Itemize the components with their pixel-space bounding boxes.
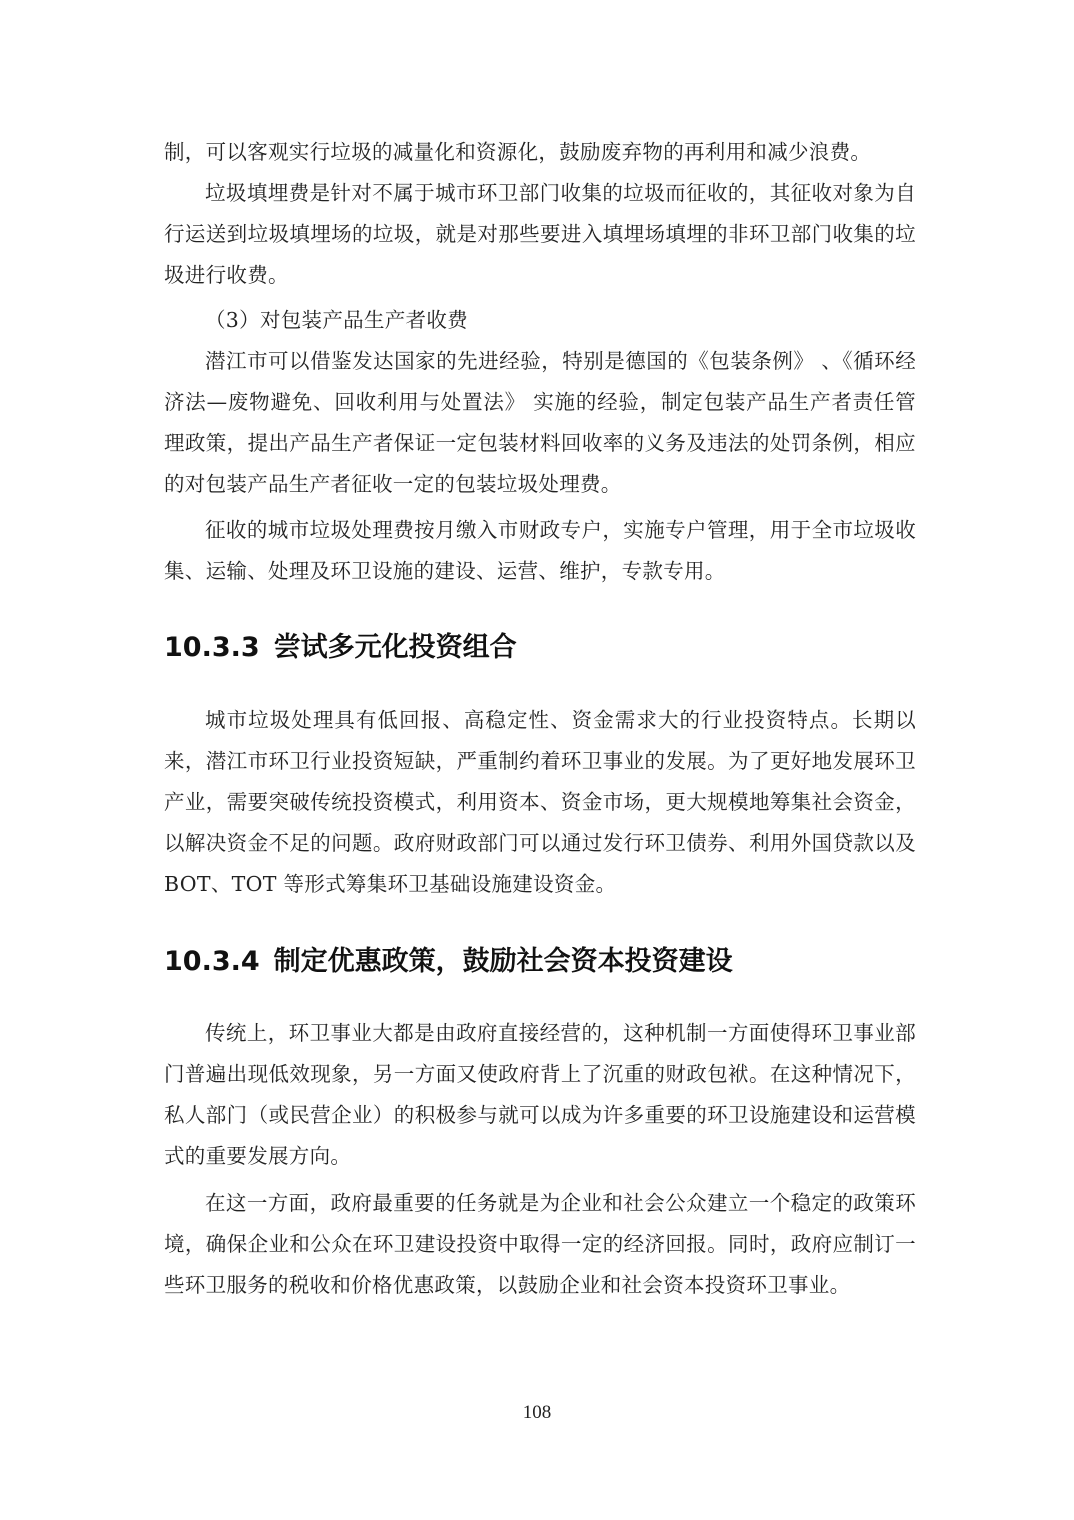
paragraph-landfill-fee: 垃圾填埋费是针对不属于城市环卫部门收集的垃圾而征收的，其征收对象为自行运送到垃圾填埋场的垃圾，就是对那些要进入填埋场填埋的非环卫部门收集的垃圾进行收费。	[164, 181, 916, 287]
section-title: 制定优惠政策，鼓励社会资本投资建设	[273, 946, 733, 977]
paragraph-fee-management: 征收的城市垃圾处理费按月缴入市财政专户，实施专户管理，用于全市垃圾收集、运输、处理及环卫设施的建设、运营、维护，专款专用。	[164, 518, 916, 583]
paragraph-government-role: 在这一方面，政府最重要的任务就是为企业和社会公众建立一个稳定的政策环境，确保企业和公众在环卫建设投资中取得一定的经济回报。同时，政府应制订一些环卫服务的税收和价格优惠政策，以鼓励企业和社会资本投资环卫事业。	[164, 1191, 916, 1297]
paragraph-packaging-policy: 潜江市可以借鉴发达国家的先进经验，特别是德国的《包装条例》 、《循环经济法—废物避免、回收利用与处置法》 实施的经验，制定包装产品生产者责任管理政策，提出产品生产者保证一定包装材料回收率的义务及违法的处罚条例，相应的对包装产品生产者征收一定的包装垃圾处理费。	[164, 349, 916, 496]
section-heading-10-3-4	[164, 942, 924, 982]
section-number: 10.3.4	[164, 946, 260, 977]
section-heading-10-3-3	[164, 628, 924, 668]
section-number: 10.3.3	[164, 632, 260, 663]
page-number: 108	[522, 1402, 552, 1423]
subheading-packaging-fee: （3）对包装产品生产者收费	[205, 308, 468, 332]
section-title: 尝试多元化投资组合	[273, 632, 517, 663]
paragraph-continuation: 制，可以客观实行垃圾的减量化和资源化，鼓励废弃物的再利用和减少浪费。	[164, 140, 872, 164]
paragraph-investment-portfolio: 城市垃圾处理具有低回报、高稳定性、资金需求大的行业投资特点。长期以来，潜江市环卫行业投资短缺，严重制约着环卫事业的发展。为了更好地发展环卫产业，需要突破传统投资模式，利用资本、资金市场，更大规模地筹集社会资金，以解决资金不足的问题。政府财政部门可以通过发行环卫债券、利用外国贷款以及 BOT、TOT 等形式筹集环卫基础设施建设资金。	[164, 708, 916, 896]
paragraph-traditional-operation: 传统上，环卫事业大都是由政府直接经营的，这种机制一方面使得环卫事业部门普遍出现低效现象，另一方面又使政府背上了沉重的财政包袱。在这种情况下，私人部门（或民营企业）的积极参与就可以成为许多重要的环卫设施建设和运营模式的重要发展方向。	[164, 1021, 916, 1168]
